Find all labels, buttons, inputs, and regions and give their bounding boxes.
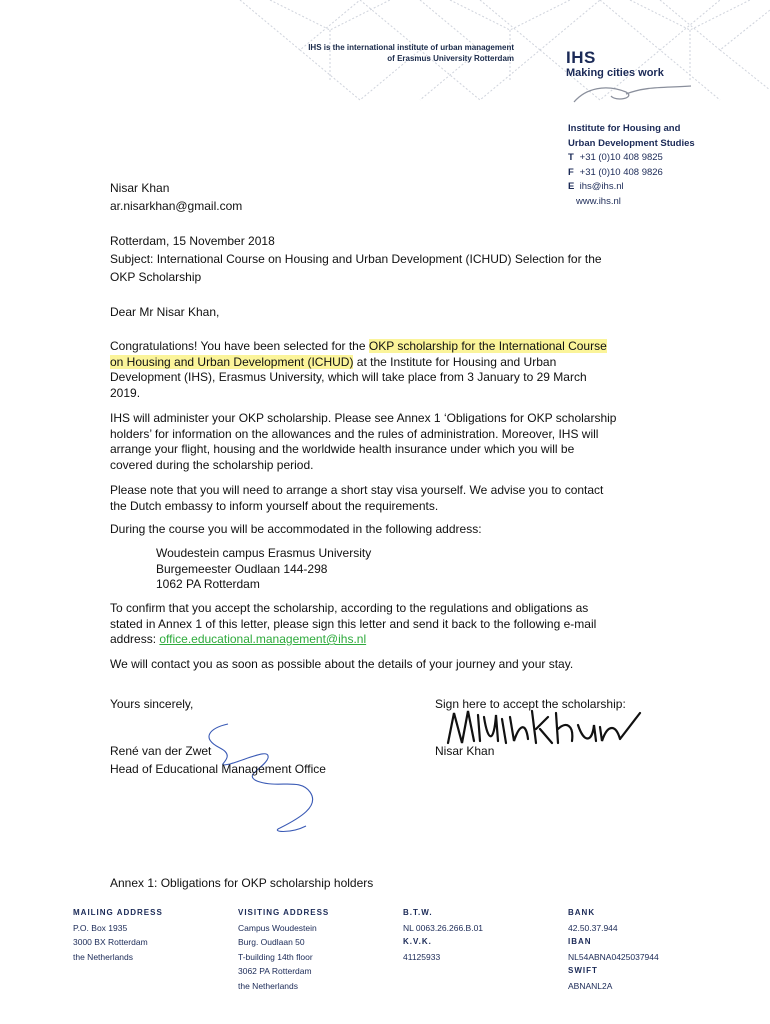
p1-text-c: Development (IHS), Erasmus University, which will take place from 3 January to 29 March	[110, 370, 587, 384]
letterhead-tagline	[260, 42, 514, 64]
subject-line-1: Subject: International Course on Housing and Urban Development (ICHUD) Selection for the	[110, 252, 602, 266]
p3-line: the Dutch embassy to inform yourself about the requirements.	[110, 498, 439, 513]
p2-line: covered during the scholarship period.	[110, 457, 314, 472]
logo-tagline: Making cities work	[566, 67, 664, 79]
footer-line: 3000 BX Rotterdam	[73, 937, 148, 947]
email-label: E	[568, 181, 575, 192]
address-line: Burgemeester Oudlaan 144-298	[156, 561, 328, 576]
paragraph-accommodation: During the course you will be accommodated in the following address:	[110, 522, 482, 536]
footer-heading: MAILING ADDRESS	[73, 908, 163, 917]
footer-line: ABNANL2A	[568, 980, 613, 991]
salutation: Dear Mr Nisar Khan,	[110, 305, 220, 319]
address-line: 1062 PA Rotterdam	[156, 577, 260, 591]
tel-label: T	[568, 152, 574, 163]
signer-name: Nisar Khan	[435, 744, 495, 758]
footer-registration	[403, 906, 483, 964]
sender-title: Head of Educational Management Office	[110, 762, 326, 776]
footer-line: the Netherlands	[238, 980, 299, 991]
institute-email[interactable]: ihs@ihs.nl	[579, 181, 624, 192]
institute-name-2: Urban Development Studies	[568, 137, 695, 149]
tagline-line-1: IHS is the international institute of urban management	[308, 43, 514, 52]
p2-line: IHS will administer your OKP scholarship. Please see Annex 1 ‘Obligations for OKP scholarship	[110, 411, 617, 425]
footer-heading: BANK	[568, 908, 596, 917]
footer-heading: K.V.K.	[403, 937, 432, 946]
footer-heading: SWIFT	[568, 966, 598, 975]
p1-highlight-1: OKP scholarship for the International Course	[368, 339, 607, 353]
footer-line: T-building 14th floor	[238, 951, 313, 962]
p1-text-b: at the Institute for Housing and Urban	[353, 354, 557, 369]
footer-line: 42.50.37.944	[568, 922, 618, 933]
handwritten-logo-flourish	[566, 78, 696, 108]
footer-visiting-address	[238, 906, 329, 993]
p2-line: holders’ for information on the allowances and the rules of administration. Moreover, IHS will	[110, 426, 599, 441]
footer-heading: B.T.W.	[403, 908, 433, 917]
paragraph-selection	[110, 339, 690, 401]
sender-signature	[180, 718, 330, 838]
p5-line-1: To confirm that you accept the scholarship, according to the regulations and obligations as	[110, 601, 589, 615]
footer-heading: IBAN	[568, 937, 592, 946]
sender-name: René van der Zwet	[110, 744, 212, 758]
place-date: Rotterdam, 15 November 2018	[110, 234, 275, 248]
ihs-logo: IHS	[566, 48, 596, 67]
closing: Yours sincerely,	[110, 697, 194, 711]
footer-line: 3062 PA Rotterdam	[238, 966, 312, 976]
address-line: Woudestein campus Erasmus University	[156, 546, 372, 560]
tel-number: +31 (0)10 408 9825	[579, 152, 663, 163]
fax-label: F	[568, 166, 574, 178]
annex-title: Annex 1: Obligations for OKP scholarship holders	[110, 876, 374, 890]
sign-prompt: Sign here to accept the scholarship:	[435, 697, 626, 711]
footer-line: the Netherlands	[73, 951, 134, 962]
p1-text-a: Congratulations! You have been selected for the	[110, 339, 369, 353]
footer-line: 41125933	[403, 951, 441, 962]
paragraph-visa	[110, 483, 690, 514]
recipient-name: Nisar Khan	[110, 181, 170, 195]
footer-heading: VISITING ADDRESS	[238, 908, 330, 917]
p1-text-d: 2019.	[110, 385, 141, 400]
footer-line: P.O. Box 1935	[73, 922, 128, 933]
footer-line: Burg. Oudlaan 50	[238, 937, 305, 947]
institute-name-1: Institute for Housing and	[568, 123, 681, 134]
fax-number: +31 (0)10 408 9826	[579, 166, 663, 178]
p5-line-3-prefix: address:	[110, 632, 160, 646]
recipient-email: ar.nisarkhan@gmail.com	[110, 199, 243, 213]
p5-line-2: stated in Annex 1 of this letter, please sign this letter and send it back to the following e-mail	[110, 616, 597, 631]
p3-line: Please note that you will need to arrange a short stay visa yourself. We advise you to contact	[110, 483, 604, 497]
email-link[interactable]: office.educational.management@ihs.nl	[159, 632, 367, 646]
paragraph-administration	[110, 411, 690, 473]
paragraph-contact: We will contact you as soon as possible about the details of your journey and your stay.	[110, 657, 574, 671]
paragraph-confirm	[110, 601, 690, 648]
p1-highlight-2: on Housing and Urban Development (ICHUD)	[110, 354, 354, 369]
footer-line: NL54ABNA0425037944	[568, 951, 659, 962]
p2-line: arrange your flight, housing and the worldwide health insurance under which you will be	[110, 442, 575, 456]
tagline-line-2: of Erasmus University Rotterdam	[387, 54, 514, 63]
institute-website[interactable]: www.ihs.nl	[576, 195, 621, 207]
footer-mailing-address	[73, 906, 163, 964]
subject-line-2: OKP Scholarship	[110, 270, 202, 284]
footer-line: Campus Woudestein	[238, 922, 317, 933]
footer-line: NL 0063.26.266.B.01	[403, 922, 484, 933]
footer-bank	[568, 906, 659, 993]
accommodation-address	[156, 546, 706, 593]
